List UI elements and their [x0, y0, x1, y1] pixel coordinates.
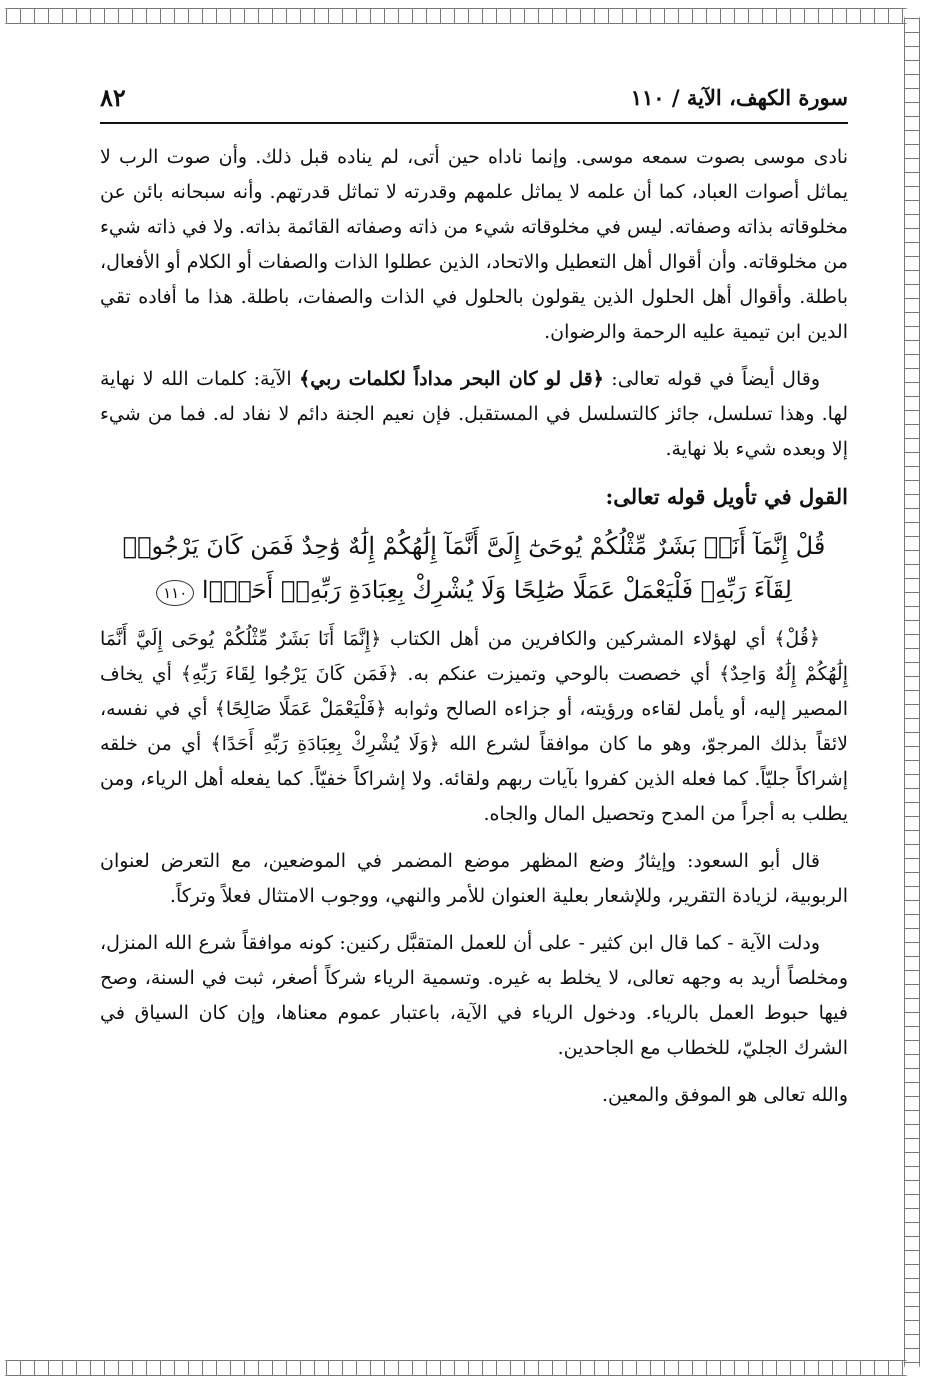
ayah-number-marker: ١١٠: [156, 580, 194, 606]
decorative-border-right: [904, 12, 920, 1372]
page-body: [100, 140, 848, 1125]
decorative-border-top: [0, 8, 912, 24]
closing-line: والله تعالى هو الموفق والمعين.: [601, 1084, 848, 1106]
paragraph-ibn-taymiyya: نادى موسى بصوت سمعه موسى. وإنما ناداه حين أتى، لم يناده قبل ذلك. وأن صوت الرب لا يماثل أصوات العباد، كما أن علمه لا يماثل علمهم وقدرته لا تماثل قدرتهم. وأنه سبحانه بائن عن مخلوقاته بذاته وصفاته. ليس في مخلوقاته شيء من ذاته وصفاته القائمة بذاته. ولا في ذاته شيء من مخلوقاته. وأن أقوال أهل التعطيل والاتحاد، الذين عطلوا الذات والصفات أو الكلام أو الأفعال، باطلة. وأقوال أهل الحلول الذين يقولون بالحلول في الذات والصفات، باطلة. هذا ما أفاده تقي الدين ابن تيمية عليه الرحمة والرضوان.: [100, 146, 849, 343]
quran-verse: [100, 524, 848, 612]
section-heading: القول في تأويل قوله تعالى:: [605, 484, 848, 509]
tafsir-paragraph-1: ﴿قُلْ﴾ أي لهؤلاء المشركين والكافرين من أهل الكتاب ﴿إِنَّمَا أَنَا بَشَرٌ مِّثْلُكُمْ يُوحَى إِلَيَّ أَنَّمَا إِلَٰهُكُمْ إِلَٰهٌ وَاحِدٌ﴾ أي خصصت بالوحي وتميزت عنكم به. ﴿فَمَن كَانَ يَرْجُوا لِقَاءَ رَبِّهِ﴾ أي يخاف المصير إليه، أو يأمل لقاءه ورؤيته، أو جزاءه الصالح وثوابه ﴿فَلْيَعْمَلْ عَمَلًا صَالِحًا﴾ أي في نفسه، لائقاً بذلك المرجوّ، وهو ما كان موافقاً لشرع الله ﴿وَلَا يُشْرِكْ بِعِبَادَةِ رَبِّهِ أَحَدًا﴾ أي من خلقه إشراكاً جليّاً. كما فعله الذين كفروا بآيات ربهم ولقائه. ولا إشراكاً خفيّاً. كما يفعله أهل الرياء، ومن يطلب به أجراً من المدح وتحصيل المال والجاه.: [100, 628, 848, 825]
paragraph-kalimat-intro: وقال أيضاً في قوله تعالى:: [603, 368, 820, 390]
verse-text: قُلْ إِنَّمَآ أَنَا۠ بَشَرٌ مِّثْلُكُمْ يُوحَىٰٓ إِلَىَّ أَنَّمَآ إِلَٰهُكُمْ إِلَٰهٌ وَٰحِدٌ فَمَن كَانَ يَرْجُوا۟ لِقَآءَ رَبِّهِۦ فَلْيَعْمَلْ عَمَلًا صَٰلِحًا وَلَا يُشْرِكْ بِعِبَادَةِ رَبِّهِۦٓ أَحَدًۢا: [122, 532, 826, 604]
page-number: ٨٢: [100, 82, 126, 112]
page-header: [100, 72, 848, 124]
tafsir-paragraph-ibn-kathir: ودلت الآية - كما قال ابن كثير - على أن للعمل المتقبَّل ركنين: كونه موافقاً شرع الله المنزل، ومخلصاً أريد به وجهه تعالى، لا يخلط به غيره. وتسمية الرياء شركاً أصغر، ثبت في السنة، وصح فيها حبوط العمل بالرياء. ودخول الرياء في الآية، باعتبار عموم معناها، وإن كان السياق في الشرك الجليّ، للخطاب مع الجاحدين.: [100, 932, 848, 1059]
paragraph-kalimat: [100, 362, 848, 467]
tafsir-paragraph-abu-saud: قال أبو السعود: وإيثارُ وضع المظهر موضع المضمر في الموضعين، مع التعرض لعنوان الربوبية، لزيادة التقرير، وللإشعار بعلية العنوان للأمر والنهي، ووجوب الامتثال فعلاً وتركاً.: [100, 850, 848, 907]
decorative-border-bottom: [0, 1360, 912, 1376]
running-head: سورة الكهف، الآية / ١١٠: [630, 84, 848, 110]
quran-quote: ﴿قل لو كان البحر مداداً لكلمات ربي﴾: [299, 368, 604, 390]
paragraph-kalimat-rest: الآية: كلمات الله لا نهاية لها. وهذا تسلسل، جائز كالتسلسل في المستقبل. فإن نعيم الجنة دائم لا نفاد له. فما من شيء إلا وبعده شيء بلا نهاية.: [100, 368, 848, 460]
